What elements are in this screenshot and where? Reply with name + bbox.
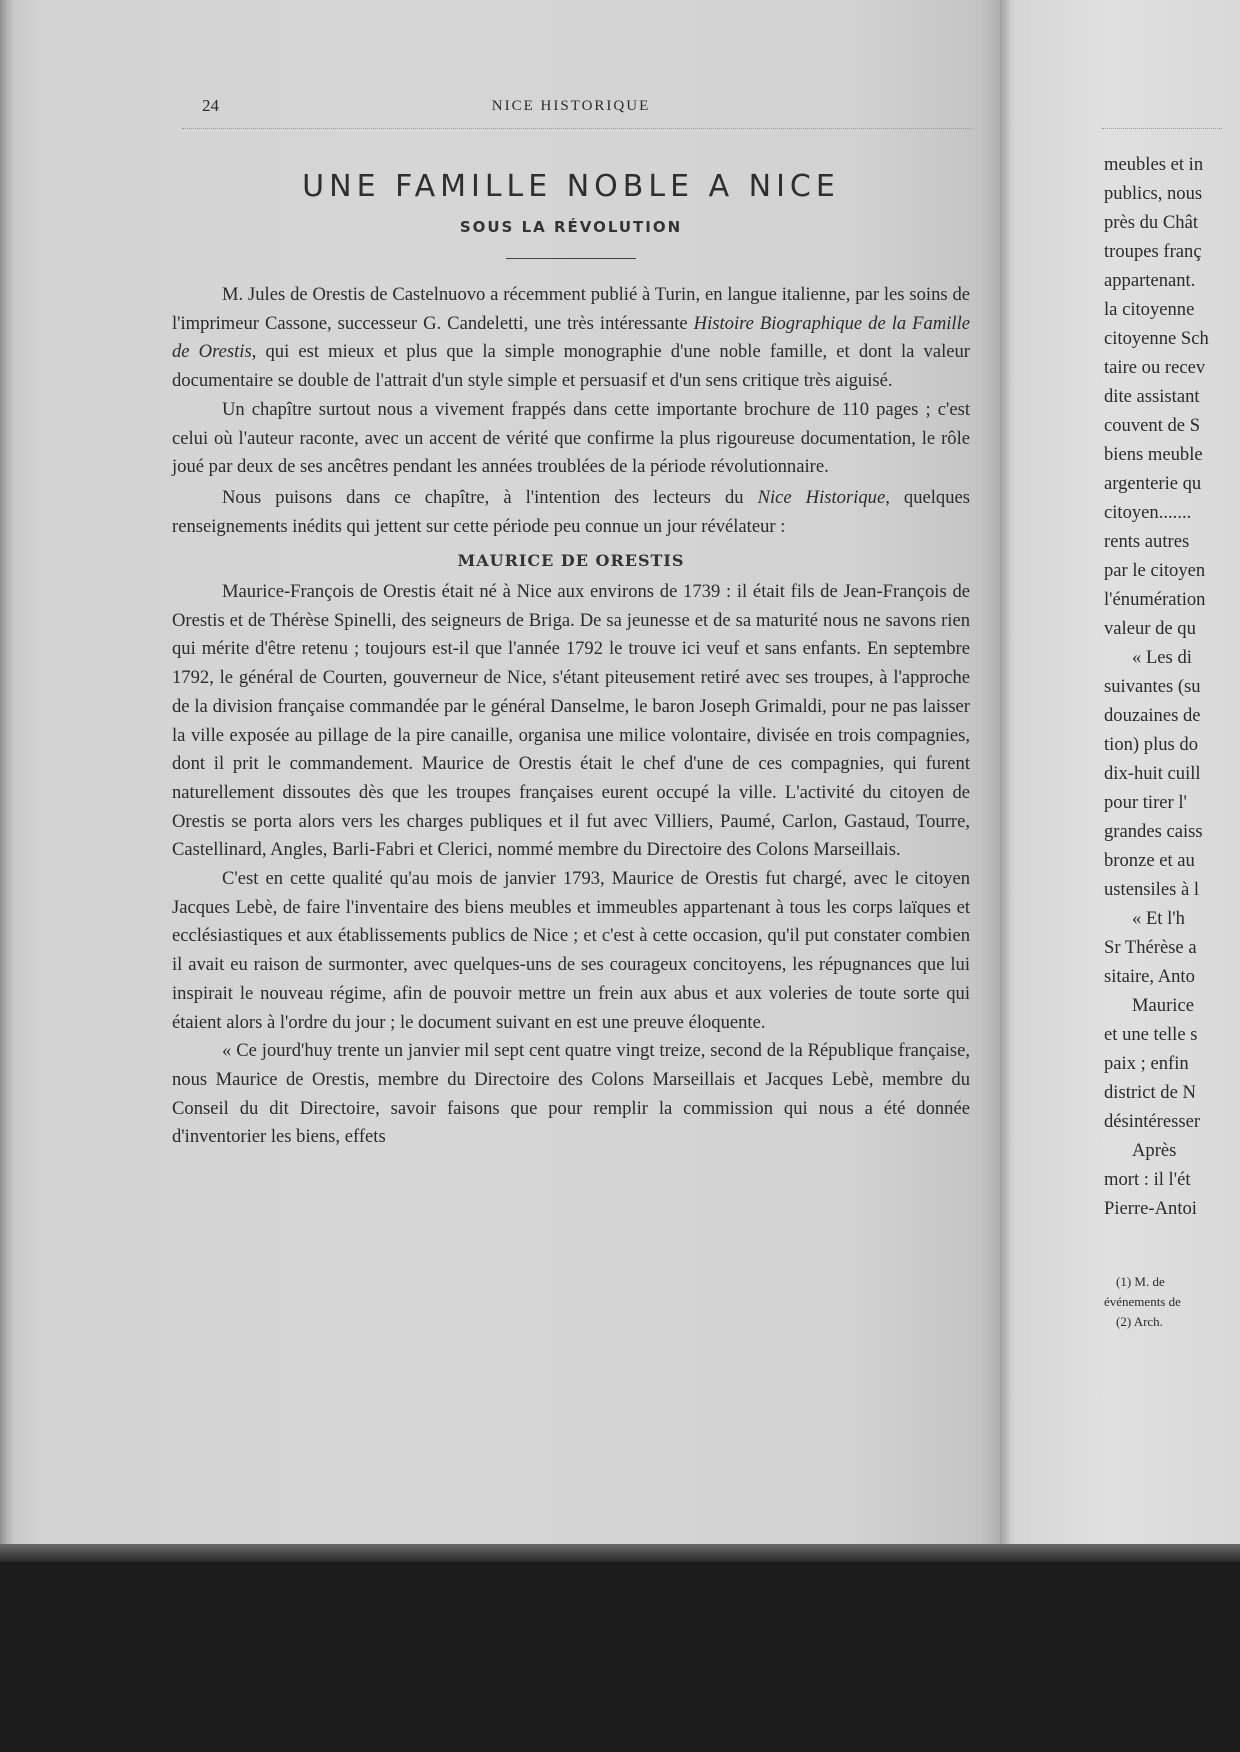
title-rule (506, 258, 636, 259)
article-title: UNE FAMILLE NOBLE A NICE (302, 169, 840, 204)
right-page-line: près du Chât (1104, 212, 1198, 233)
right-page-line: Maurice (1132, 995, 1194, 1016)
right-page-footnote: événements de (1104, 1294, 1181, 1309)
right-page-line: « Les di (1132, 647, 1192, 668)
running-title: NICE HISTORIQUE (491, 98, 651, 114)
left-page (172, 96, 970, 1152)
right-page-line: troupes franç (1104, 241, 1202, 262)
right-page-line: meubles et in (1104, 154, 1204, 175)
right-page-line: sitaire, Anto (1104, 966, 1195, 987)
article-subtitle: SOUS LA RÉVOLUTION (459, 218, 683, 236)
book-title-italic: Histoire Biographique de la Famille de Orestis (172, 312, 970, 363)
right-page-line: suivantes (su (1104, 676, 1201, 697)
right-page-line: et une telle s (1104, 1024, 1198, 1045)
journal-title-italic: Nice Historique (757, 486, 886, 508)
right-page-line: pour tirer l' (1104, 792, 1187, 813)
right-page-line: douzaines de (1104, 705, 1201, 726)
paragraph-2: Un chapître surtout nous a vivement frappés dans cette importante brochure de 110 pages ; c'est celui où l'auteur raconte, avec un accent de vérité que confirme la plus rigoureuse documentation, le rôle joué par deux de ses ancêtres pendant les années troublées de la période révolutionnaire. (172, 398, 970, 478)
right-page-fragment (1018, 0, 1240, 1548)
right-page-line: paix ; enfin (1104, 1053, 1189, 1074)
right-page-footnote: (2) Arch. (1116, 1314, 1163, 1329)
right-page-line: dix-huit cuill (1104, 763, 1201, 784)
right-page-line: l'énumération (1104, 589, 1206, 610)
right-page-line: taire ou recev (1104, 357, 1206, 378)
right-page-line: mort : il l'ét (1104, 1169, 1191, 1190)
right-header-rule (1102, 128, 1222, 129)
right-page-line: dite assistant (1104, 386, 1200, 407)
section-heading: MAURICE DE ORESTIS (457, 551, 685, 571)
page-bottom-shadow (0, 1544, 1240, 1562)
right-page-footnote: (1) M. de (1116, 1274, 1165, 1289)
right-page-line: Après (1132, 1140, 1177, 1161)
right-page-line: appartenant. (1104, 270, 1196, 291)
page-number: 24 (202, 96, 219, 115)
right-page-line: argenterie qu (1104, 473, 1202, 494)
right-page-line: rents autres (1104, 531, 1190, 552)
right-page-line: bronze et au (1104, 850, 1195, 871)
right-page-line: citoyenne Sch (1104, 328, 1209, 349)
paragraph-6: « Ce jourd'huy trente un janvier mil sept cent quatre vingt treize, second de la République française, nous Maurice de Orestis, membre du Directoire des Colons Marseillais et Jacques Lebè, membre du Conseil du dit Directoire, savoir faisons que pour remplir la commission qui nous a été donnée d'inventorier les biens, effets (172, 1040, 970, 1148)
running-header (172, 96, 970, 122)
header-rule (182, 128, 972, 129)
right-page-line: « Et l'h (1132, 908, 1185, 929)
paragraph-4: Maurice-François de Orestis était né à Nice aux environs de 1739 : il était fils de Jean-François de Orestis et de Thérèse Spinelli, des seigneurs de Briga. De sa jeunesse et de sa maturité nous ne savons rien qui mérite d'être retenu ; toujours est-il que l'année 1792 le trouve ici veuf et sans enfants. En septembre 1792, le général de Courten, gouverneur de Nice, s'étant piteusement retiré avec ses troupes, à l'approche de la division française commandée par le général Danselme, le baron Joseph Grimaldi, pour ne pas laisser la ville exposée au pillage de la pire canaille, organisa une milice volontaire, divisée en trois compagnies, dont il prit le commandement. Maurice de Orestis était le chef d'une de ces compagnies, qui furent naturellement dissoutes dès que les troupes françaises eurent occupé la ville. L'activité du citoyen de Orestis se porta alors vers les charges publiques et il fut avec Villiers, Paumé, Carlon, Gastaud, Tourre, Castellinard, Angles, Barli-Fabri et Clerici, nommé membre du Directoire des Colons Marseillais. (172, 581, 970, 861)
right-page-line: biens meuble (1104, 444, 1203, 465)
paragraph-3: Nous puisons dans ce chapître, à l'intention des lecteurs du Nice Historique, quelques renseignements inédits qui jettent sur cette période peu connue un jour révélateur : (172, 486, 970, 537)
right-page-line: citoyen....... (1104, 502, 1192, 523)
right-page-line: Pierre-Antoi (1104, 1198, 1197, 1219)
right-page-line: tion) plus do (1104, 734, 1199, 755)
right-page-line: désintéresser (1104, 1111, 1201, 1132)
book-spine (1000, 0, 1020, 1548)
right-page-line: couvent de S (1104, 415, 1201, 436)
article-body (172, 281, 970, 1152)
right-page-line: ustensiles à l (1104, 879, 1200, 900)
right-page-line: valeur de qu (1104, 618, 1196, 639)
right-page-lines (1104, 150, 1209, 1223)
right-page-line: publics, nous (1104, 183, 1203, 204)
paragraph-5: C'est en cette qualité qu'au mois de janvier 1793, Maurice de Orestis fut chargé, avec le citoyen Jacques Lebè, de faire l'inventaire des biens meubles et immeubles appartenant à tous les corps laïques et ecclésiastiques et aux établissements publics de Nice ; et c'est à cette occasion, qu'il put constater combien il avait eu raison de surmonter, avec quelques-uns de ses courageux concitoyens, les répugnances que lui inspirait le nouveau régime, afin de pouvoir mettre un frein aux abus et aux voleries de toute sorte qui étaient alors à l'ordre du jour ; le document suivant en est une preuve éloquente. (172, 868, 970, 1033)
right-page-line: Sr Thérèse a (1104, 937, 1197, 958)
right-page-line: la citoyenne (1104, 299, 1195, 320)
right-page-line: par le citoyen (1104, 560, 1206, 581)
right-page-line: district de N (1104, 1082, 1196, 1103)
right-page-footnotes (1104, 1272, 1181, 1332)
right-page-line: grandes caiss (1104, 821, 1203, 842)
paragraph-1: M. Jules de Orestis de Castelnuovo a récemment publié à Turin, en langue italienne, par les soins de l'imprimeur Cassone, successeur G. Candeletti, une très intéressante Histoire Biographique de la Famille de Orestis, qui est mieux et plus que la simple monographie d'une noble famille, et dont la valeur documentaire se double de l'attrait d'un style simple et persuasif et d'un sens critique très aiguisé. (172, 284, 970, 392)
